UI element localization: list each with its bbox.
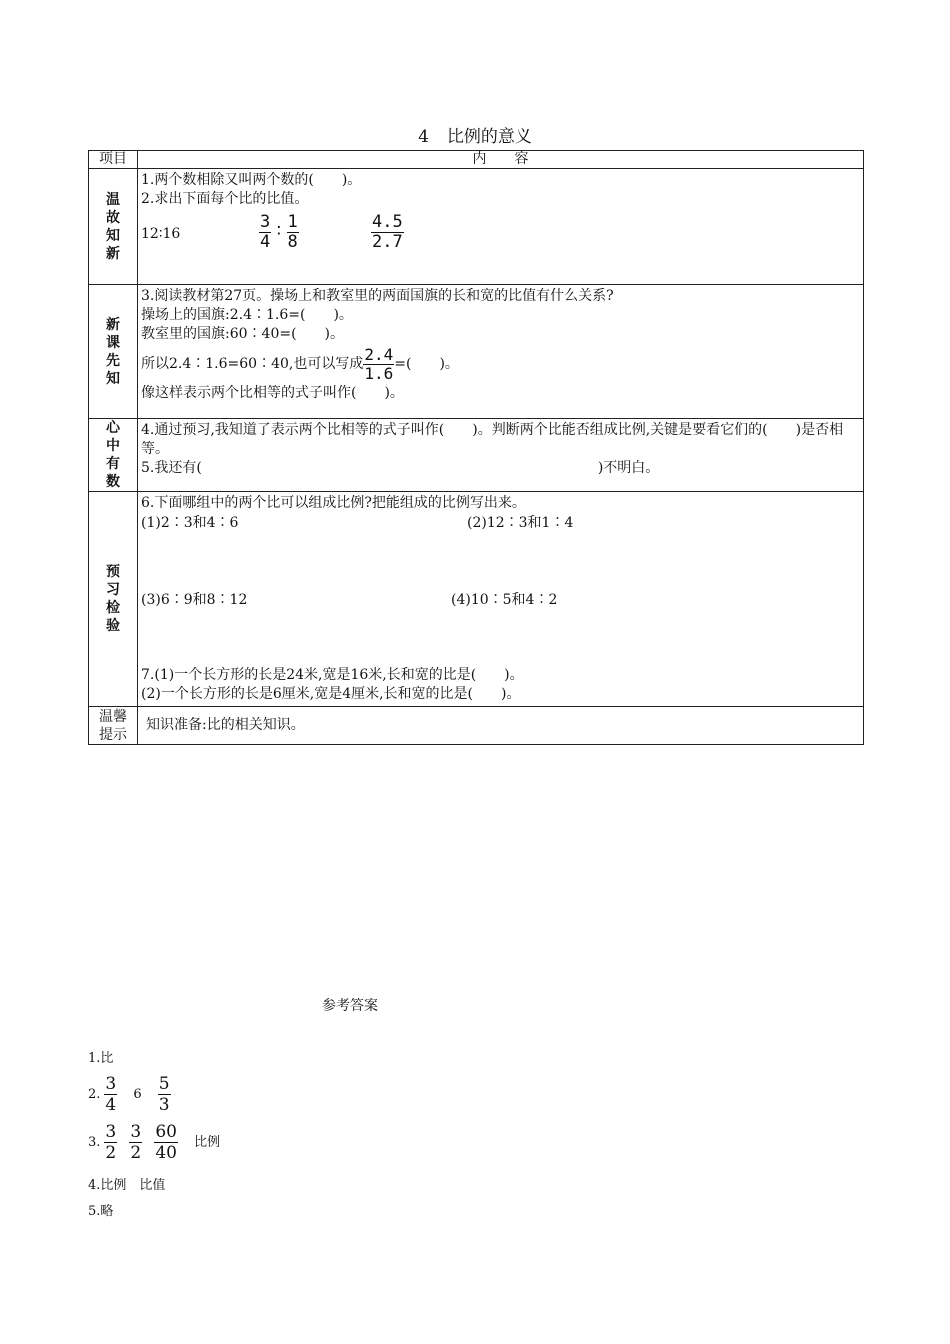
test-q6-1: (1)2∶3和4∶6: [141, 515, 239, 531]
section-new-lesson: [89, 285, 864, 419]
answers-title: 参考答案: [322, 998, 378, 1014]
section-tip: [89, 707, 864, 745]
ratio-12-16: 12∶16: [141, 226, 181, 242]
answer-4: 4.比例 比值: [88, 1178, 166, 1193]
new-flag-playground: 操场上的国旗:2.4∶1.6=( )。: [141, 307, 353, 323]
test-q6-3: (3)6∶9和8∶12: [141, 592, 248, 608]
test-q6-4: (4)10∶5和4∶2: [451, 592, 558, 608]
test-q6-2: (2)12∶3和1∶4: [467, 515, 574, 531]
label-preview-test: 预 习 检 验: [89, 492, 138, 707]
label-new-lesson: 新 课 先 知: [89, 285, 138, 419]
new-proportion-line: 所以2.4∶1.6=60∶40,也可以写成 $\frac{2.4}{1.6}$ =( )。: [141, 345, 459, 383]
section-preview-test: [89, 492, 864, 707]
table-header-row: [89, 151, 864, 169]
label-self-check: 心 中 有 数: [89, 419, 138, 492]
worksheet-table: [88, 150, 864, 745]
answer-2: 2. $\frac{3}{4}$ 6 $\frac{5}{3}$: [88, 1074, 170, 1115]
header-item: 项目: [89, 151, 138, 169]
test-q6: 6.下面哪组中的两个比可以组成比例?把能组成的比例写出来。: [141, 495, 526, 511]
section-self-check: [89, 419, 864, 492]
test-q7-1: 7.(1)一个长方形的长是24米,宽是16米,长和宽的比是( )。: [141, 667, 524, 683]
label-review: 温 故 知 新: [89, 169, 138, 285]
tip-text: 知识准备:比的相关知识。: [138, 707, 864, 745]
answer-5: 5.略: [88, 1204, 114, 1219]
answer-3: 3. $\frac{3}{2}$ $\frac{3}{2}$ $\frac{60}{40}$ 比例: [88, 1122, 221, 1163]
test-q7-2: (2)一个长方形的长是6厘米,宽是4厘米,长和宽的比是( )。: [141, 686, 521, 702]
ratio-fractions: $\frac{3}{4}$ ∶ $\frac{1}{8}$: [260, 212, 298, 252]
review-q1: 1.两个数相除又叫两个数的( )。: [141, 172, 362, 188]
check-q5: 5.我还有( )不明白。: [141, 460, 660, 476]
check-q4: 4.通过预习,我知道了表示两个比相等的式子叫作( )。判断两个比能否组成比例,关键是要看它们的( )是否相等。: [141, 422, 844, 457]
section-review: [89, 169, 864, 285]
new-flag-classroom: 教室里的国旗:60∶40=( )。: [141, 326, 344, 342]
answer-1: 1.比: [88, 1051, 114, 1066]
page-title: 4 比例的意义: [418, 127, 532, 147]
header-content: 内 容: [138, 151, 864, 169]
label-tip: 温馨 提示: [89, 707, 138, 745]
new-q3: 3.阅读教材第27页。操场上和教室里的两面国旗的长和宽的比值有什么关系?: [141, 288, 614, 304]
new-definition: 像这样表示两个比相等的式子叫作( )。: [141, 385, 404, 402]
review-q2: 2.求出下面每个比的比值。: [141, 191, 309, 207]
ratio-row: [141, 209, 860, 265]
ratio-decimal-fraction: $\frac{4.5}{2.7}$: [372, 212, 403, 252]
